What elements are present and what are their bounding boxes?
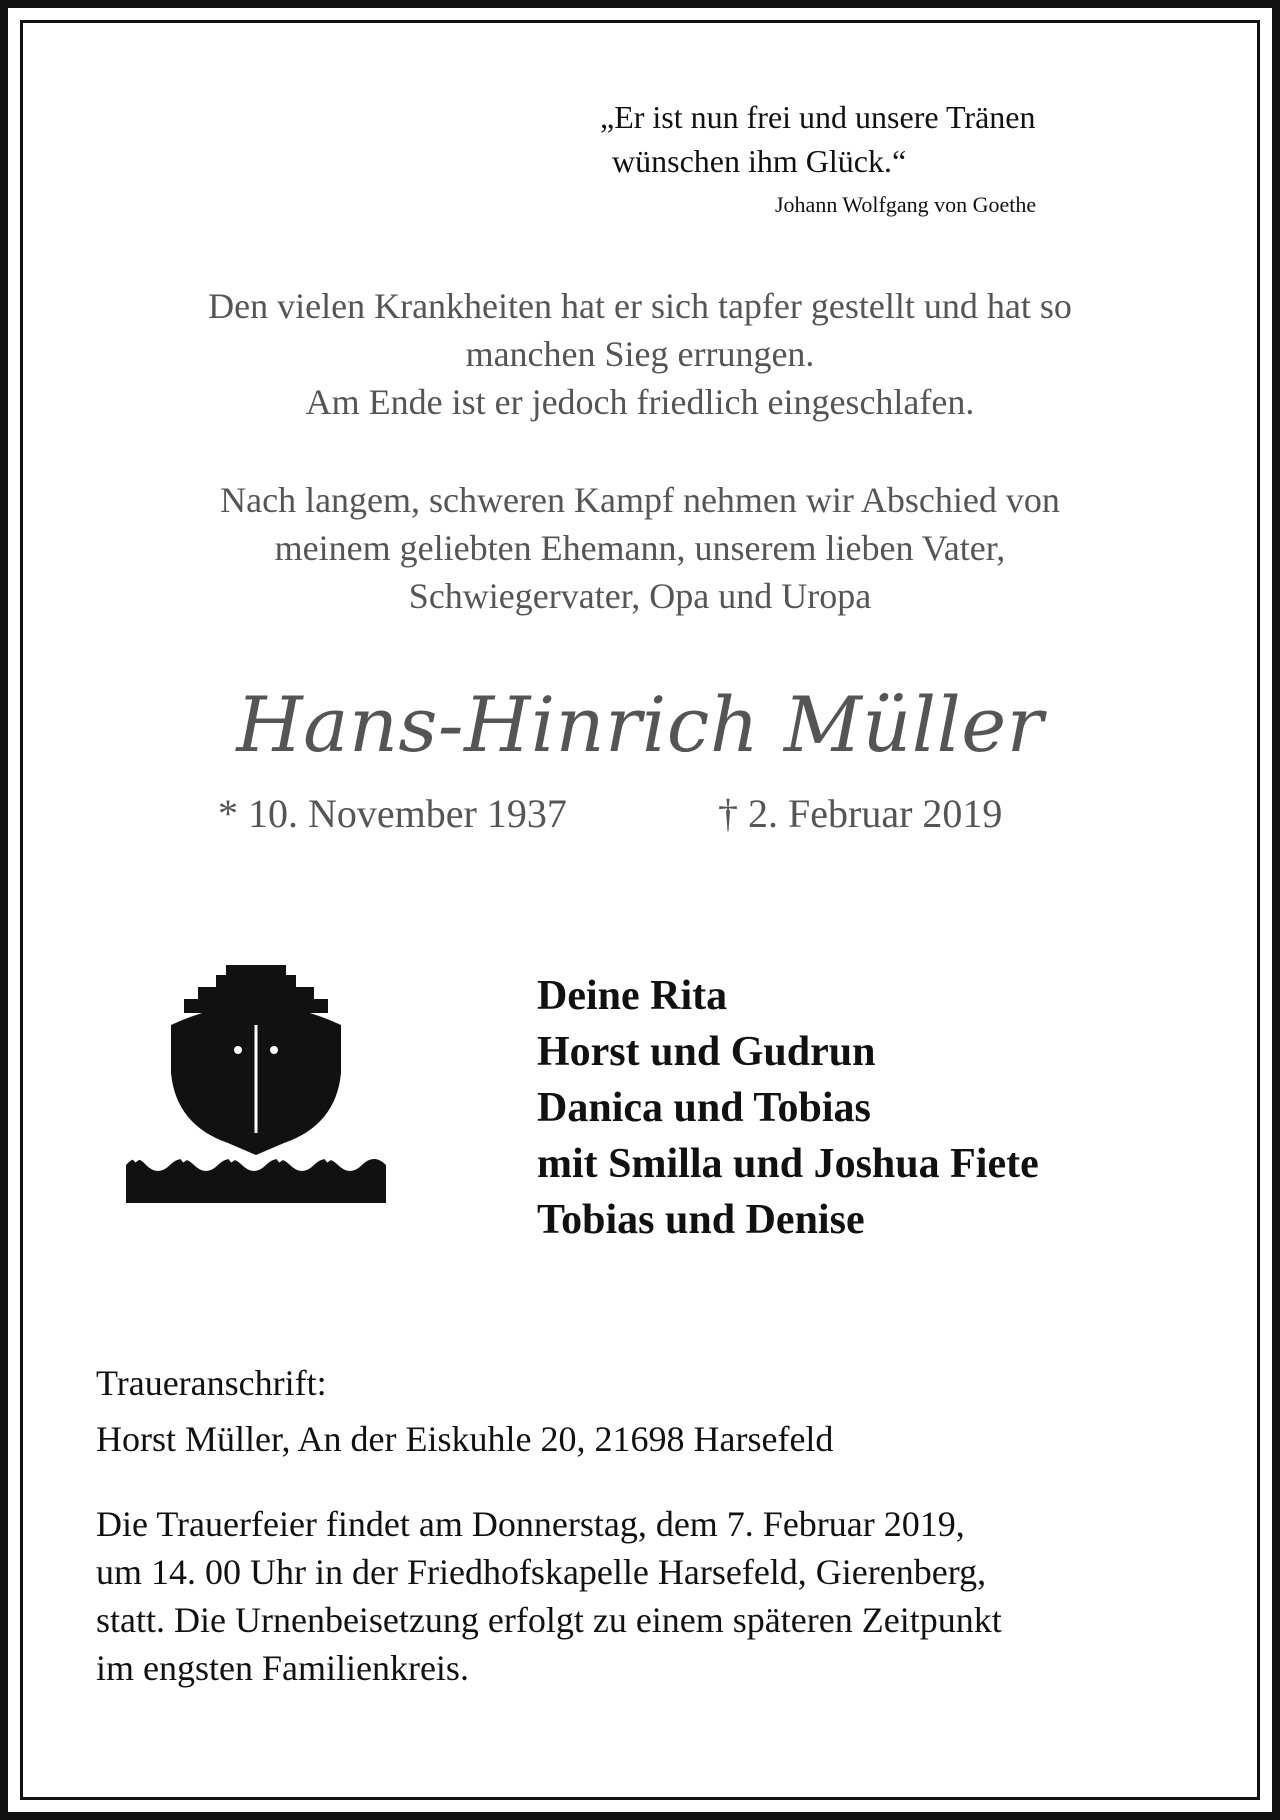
ceremony-info <box>96 1500 1216 1692</box>
text-line: manchen Sieg errungen. <box>465 334 815 374</box>
birth-date: * 10. November 1937 <box>218 791 567 836</box>
family-line: Horst und Gudrun <box>537 1029 876 1075</box>
family-line: Tobias und Denise <box>537 1197 865 1243</box>
family-line: Danica und Tobias <box>537 1085 871 1131</box>
family-line: mit Smilla und Joshua Fiete <box>537 1141 1039 1187</box>
mourning-address <box>96 1355 833 1467</box>
intro-paragraph-1 <box>40 282 1240 426</box>
intro-paragraph-2 <box>40 476 1240 620</box>
address-value: Horst Müller, An der Eiskuhle 20, 21698 Harsefeld <box>96 1419 834 1459</box>
quote <box>600 95 1160 183</box>
ceremony-line: im engsten Familienkreis. <box>96 1648 469 1688</box>
quote-line: wünschen ihm Glück.“ <box>612 143 907 179</box>
text-line: Nach langem, schweren Kampf nehmen wir Abschied von <box>220 480 1060 520</box>
ceremony-line: Die Trauerfeier findet am Donnerstag, dem 7. Februar 2019, <box>96 1504 965 1544</box>
ceremony-line: statt. Die Urnenbeisetzung erfolgt zu einem späteren Zeitpunkt <box>96 1600 1002 1640</box>
family-line: Deine Rita <box>537 973 728 1019</box>
ship-icon <box>126 965 386 1205</box>
text-line: Den vielen Krankheiten hat er sich tapfer gestellt und hat so <box>208 286 1072 326</box>
quote-author: Johann Wolfgang von Goethe <box>775 192 1037 217</box>
text-line: Am Ende ist er jedoch friedlich eingeschlafen. <box>305 382 975 422</box>
deceased-name: Hans-Hinrich Müller <box>236 680 1044 769</box>
address-label: Traueranschrift: <box>96 1363 327 1403</box>
ceremony-line: um 14. 00 Uhr in der Friedhofskapelle Harsefeld, Gierenberg, <box>96 1552 987 1592</box>
family-signatures <box>537 968 1039 1248</box>
text-line: meinem geliebten Ehemann, unserem lieben Vater, <box>274 528 1006 568</box>
text-line: Schwiegervater, Opa und Uropa <box>408 576 872 616</box>
quote-line: „Er ist nun frei und unsere Tränen <box>600 99 1036 135</box>
death-date: † 2. Februar 2019 <box>718 791 1003 836</box>
